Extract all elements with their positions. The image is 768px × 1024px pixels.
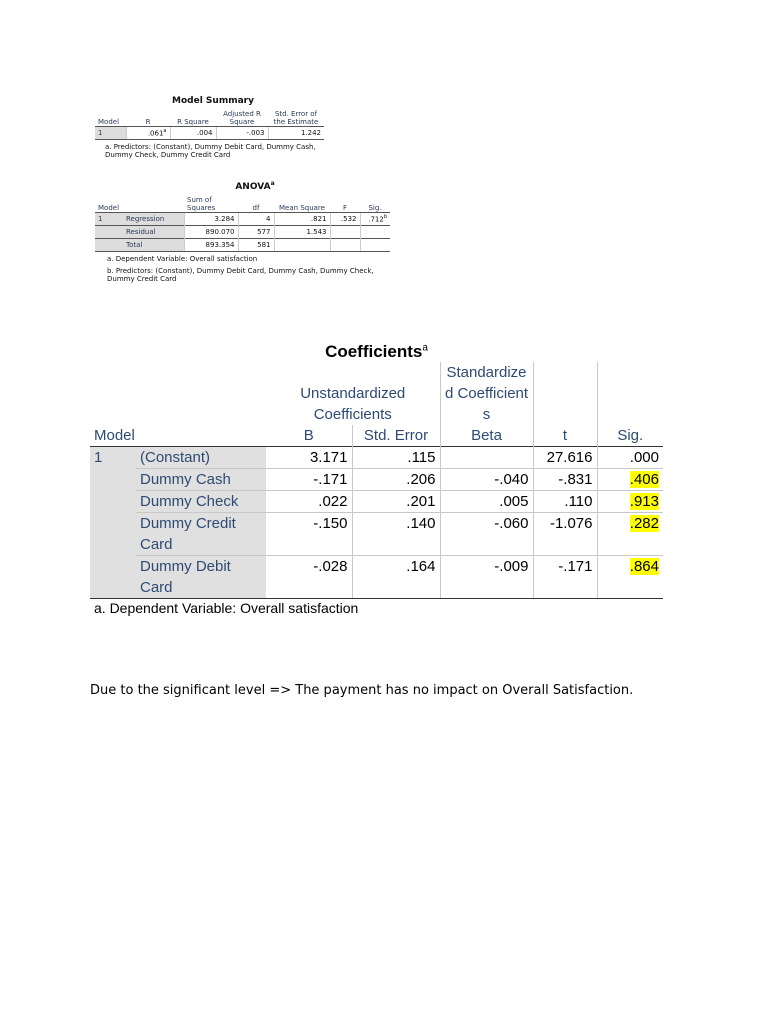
anova-note-b: b. Predictors: (Constant), Dummy Debit Card, Dummy Cash, Dummy Check, Dummy Credit Card <box>107 267 374 283</box>
ms-note: a. Predictors: (Constant), Dummy Debit Card, Dummy Cash, Dummy Check, Dummy Credit Card <box>105 143 316 159</box>
ms-header-r: R <box>145 118 151 126</box>
coef-header-t: t <box>533 425 597 447</box>
model-summary-table <box>95 96 331 159</box>
model-summary-title: Model Summary <box>172 96 254 106</box>
ms-rsq-value: .004 <box>170 127 216 140</box>
table-row: Dummy Check .022 .201 .005 .110 .913 <box>90 491 663 513</box>
anova-row-regression: 1 Regression 3.284 4 .821 .532 .712$^b$ <box>95 213 390 226</box>
table-row: Dummy Credit Card -.150 .140 -.060 -1.076 .282 <box>90 513 663 556</box>
conclusion-text: Due to the significant level => The payment has no impact on Overall Satisfaction. <box>90 683 634 698</box>
ms-model-num: 1 <box>95 127 126 140</box>
anova-row-residual: Residual 890.070 577 1.543 <box>95 226 390 239</box>
ms-header-rsq: R Square <box>177 118 209 126</box>
anova-header-f: F <box>342 204 348 212</box>
ms-r-value: .061$^a$ <box>126 127 170 140</box>
coef-header-sig: Sig. <box>597 425 663 447</box>
sig-highlight: .864 <box>629 558 659 575</box>
sig-highlight: .913 <box>629 493 659 510</box>
sig-highlight: .406 <box>629 471 659 488</box>
anova-model-num: 1 <box>95 213 123 226</box>
coef-group-unstd: Unstandardized Coefficients <box>300 385 406 423</box>
coefficients-note: a. Dependent Variable: Overall satisfaction <box>94 600 359 616</box>
anova-table <box>95 180 415 283</box>
anova-header-df: df <box>252 204 260 212</box>
anova-header-ss: Sum of Squares <box>187 196 216 212</box>
table-row: Dummy Cash -.171 .206 -.040 -.831 .406 <box>90 469 663 491</box>
coef-model-num: 1 <box>90 447 136 599</box>
anova-row-total: Total 893.354 581 <box>95 239 390 252</box>
coef-header-se: Std. Error <box>352 425 440 447</box>
ms-header-adjrsq: Adjusted R Square <box>223 110 261 126</box>
table-row: 1 (Constant) 3.171 .115 27.616 .000 <box>90 447 663 469</box>
sig-highlight: .282 <box>629 515 659 532</box>
coefficients-title: Coefficients$^a$ <box>325 342 428 361</box>
coef-group-std: Standardized Coefficients <box>440 362 533 425</box>
anova-title: ANOVA$^a$ <box>235 180 275 192</box>
anova-header-sig: Sig. <box>368 204 382 212</box>
coef-header-beta: Beta <box>440 425 533 447</box>
coefficients-table <box>90 362 663 599</box>
ms-header-model: Model <box>98 118 120 126</box>
anova-note-a: a. Dependent Variable: Overall satisfaction <box>107 255 258 263</box>
ms-adjrsq-value: -.003 <box>216 127 268 140</box>
anova-header-model: Model <box>98 204 120 212</box>
coef-header-model: Model <box>94 427 135 444</box>
anova-header-ms: Mean Square <box>279 204 325 212</box>
coef-header-b: B <box>303 427 314 444</box>
ms-stderr-value: 1.242 <box>268 127 324 140</box>
ms-header-stderr: Std. Error of the Estimate <box>273 110 319 126</box>
table-row: Dummy Debit Card -.028 .164 -.009 -.171 .864 <box>90 556 663 599</box>
